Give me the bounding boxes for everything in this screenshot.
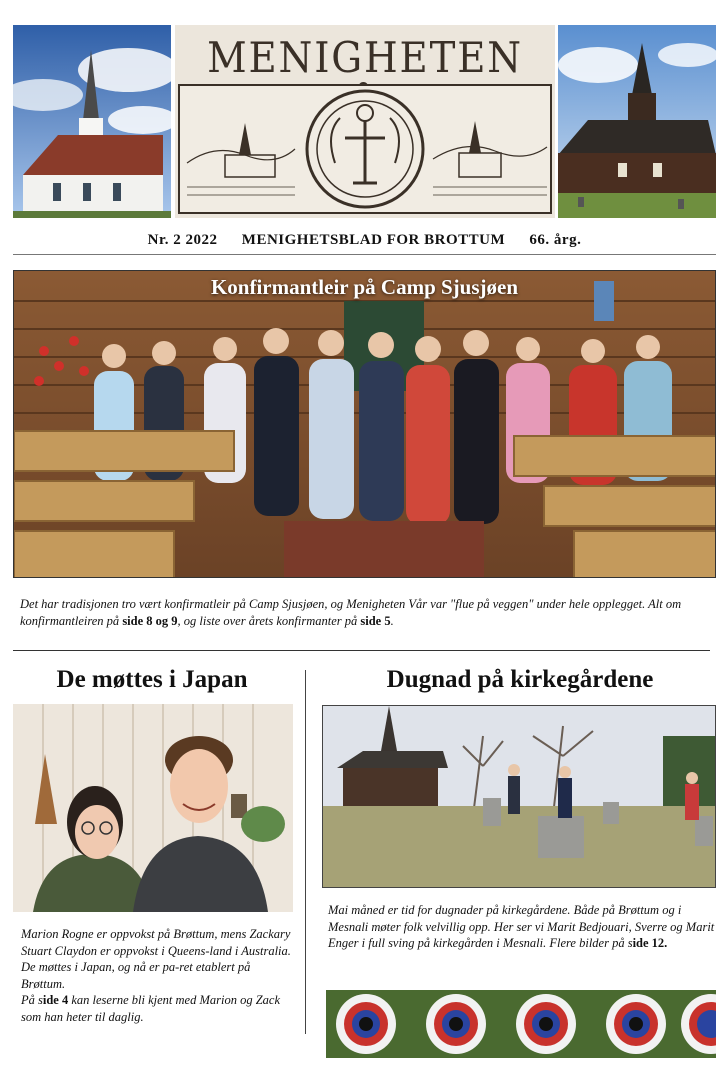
- couple-photo: [13, 704, 293, 912]
- hero-caption-text: Det har tradisjonen tro vært konfirmatleir på Camp Sjusjøen, og Menigheten Vår var "flue på veggen" under hele opplegget. Alt om konfirmantleiren på: [20, 597, 682, 628]
- japan-article-caption: [21, 926, 291, 1025]
- hero-caption-ref-page-5: side 5: [360, 614, 391, 628]
- masthead-banner: [175, 25, 555, 218]
- confirmands-photo-icon: [14, 271, 716, 578]
- white-church-photo: [13, 25, 171, 218]
- issue-number: Nr. 2 2022: [147, 232, 218, 248]
- japan-caption-ref-page-4: ide 4: [42, 993, 69, 1007]
- japan-caption-paragraph-1: Marion Rogne er oppvokst på Brøttum, mens Zackary Stuart Claydon er oppvokst i Queens-land i Australia. De møttes i Japan, og nå er pa-ret etablert på Brøttum.: [21, 927, 291, 991]
- couple-portrait-icon: [13, 704, 293, 912]
- cemetery-volunteers-icon: [323, 706, 716, 888]
- hero-caption: [20, 596, 720, 630]
- dugnad-caption-text: Mai måned er tid for dugnader på kirkegårdene. Både på Brøttum og i Mesnali møter folk velvillig opp. Her ser vi Marit Bedjouari, Sverre og Marit Enger i full sving på kirkegården i Mesnali. Flere bilder på s: [328, 903, 715, 950]
- japan-article-headline: De møttes i Japan: [56, 666, 248, 693]
- hero-caption-mid: , og liste over årets konfirmanter på: [177, 614, 361, 628]
- column-divider: [305, 670, 306, 1034]
- wreaths-photo: [326, 990, 716, 1058]
- stave-church-photo: [558, 25, 716, 218]
- woodcut-emblem-icon: [175, 83, 555, 218]
- hero-caption-end: .: [390, 614, 394, 628]
- dugnad-caption-ref-page-12: ide 12.: [632, 936, 668, 950]
- cemetery-photo: [322, 705, 716, 888]
- publication-title: MENIGHETEN: [207, 33, 523, 82]
- dark-church-icon: [558, 25, 716, 218]
- volume-number: 66. årg.: [529, 232, 582, 248]
- japan-caption-p2-start: På s: [21, 993, 43, 1007]
- japan-caption-p2-end: kan leserne bli kjent med Marion og Zack som han heter til daglig.: [21, 993, 280, 1024]
- hero-caption-ref-page-8-9: side 8 og 9: [122, 614, 178, 628]
- issue-line: [13, 232, 716, 249]
- publication-subtitle: MENIGHETSBLAD FOR BROTTUM: [241, 232, 506, 248]
- white-church-icon: [13, 25, 171, 218]
- header-divider: [13, 254, 716, 255]
- hero-photo: [13, 270, 716, 578]
- dugnad-article-caption: [328, 902, 720, 952]
- dugnad-article-headline: Dugnad på kirkegårdene: [386, 666, 654, 693]
- memorial-wreaths-icon: [326, 990, 716, 1058]
- hero-headline: Konfirmantleir på Camp Sjusjøen: [210, 275, 519, 299]
- section-divider: [13, 650, 710, 651]
- japan-caption-paragraph-2: [21, 992, 291, 1025]
